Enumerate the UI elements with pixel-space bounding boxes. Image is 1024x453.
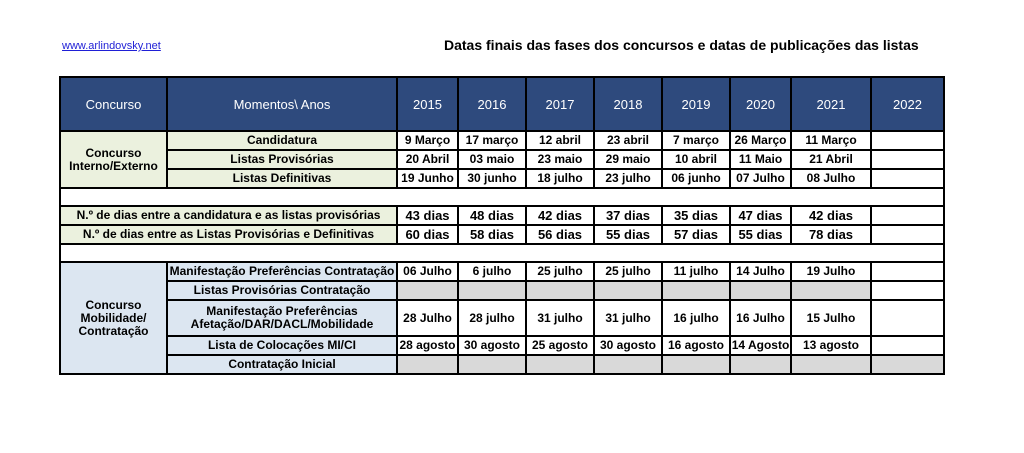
cell: 21 Abril [791,150,871,169]
cell [871,355,944,374]
header-year: 2020 [730,77,791,131]
cell: 20 Abril [397,150,458,169]
cell [871,169,944,188]
cell: 23 abril [594,131,662,150]
table-row [60,336,944,355]
header-year: 2017 [526,77,594,131]
row-label-line: Manifestação Preferências [206,304,358,318]
cell: 17 março [458,131,526,150]
table-row [60,225,944,244]
cell [791,355,871,374]
cell: 12 abril [526,131,594,150]
table-row [60,300,944,336]
header-year: 2019 [662,77,730,131]
cell: 58 dias [458,225,526,244]
row-label: Manifestação Preferências Contratação [167,262,397,281]
cell: 19 Junho [397,169,458,188]
cell: 56 dias [526,225,594,244]
cell [871,336,944,355]
cell: 16 agosto [662,336,730,355]
mobilidade-label [60,262,167,374]
interno-label [60,131,167,188]
cell: 30 agosto [458,336,526,355]
cell: 06 junho [662,169,730,188]
schedule-table [59,76,945,375]
row-label: N.º de dias entre as Listas Provisórias e Definitivas [60,225,397,244]
cell: 30 agosto [594,336,662,355]
cell: 16 julho [662,300,730,336]
row-label: Listas Provisórias Contratação [167,281,397,300]
cell: 57 dias [662,225,730,244]
cell: 42 dias [526,206,594,225]
table-row [60,131,944,150]
cell [594,355,662,374]
cell: 19 Julho [791,262,871,281]
cell: 28 agosto [397,336,458,355]
cell [458,355,526,374]
cell [730,355,791,374]
header-year: 2022 [871,77,944,131]
cell: 37 dias [594,206,662,225]
row-label: Contratação Inicial [167,355,397,374]
website-link[interactable]: www.arlindovsky.net [62,40,161,52]
cell: 31 julho [526,300,594,336]
cell: 25 julho [594,262,662,281]
cell [458,281,526,300]
row-label: N.º de dias entre a candidatura e as listas provisórias [60,206,397,225]
cell: 30 junho [458,169,526,188]
spacer-cell [60,244,944,262]
cell: 08 Julho [791,169,871,188]
row-label [167,300,397,336]
cell: 14 Julho [730,262,791,281]
header-year: 2021 [791,77,871,131]
cell [526,355,594,374]
cell: 26 Março [730,131,791,150]
cell [871,131,944,150]
cell: 55 dias [730,225,791,244]
cell: 42 dias [791,206,871,225]
table-row [60,355,944,374]
cell: 14 Agosto [730,336,791,355]
cell [871,281,944,300]
cell [662,355,730,374]
cell [871,150,944,169]
cell: 18 julho [526,169,594,188]
cell [397,355,458,374]
row-label: Lista de Colocações MI/CI [167,336,397,355]
cell [662,281,730,300]
cell: 28 julho [458,300,526,336]
mobilidade-label-line: Mobilidade/ [80,310,147,325]
cell: 43 dias [397,206,458,225]
row-label: Listas Definitivas [167,169,397,188]
cell: 11 julho [662,262,730,281]
header-year: 2016 [458,77,526,131]
cell: 11 Maio [730,150,791,169]
cell: 07 Julho [730,169,791,188]
cell: 29 maio [594,150,662,169]
cell: 6 julho [458,262,526,281]
cell: 25 julho [526,262,594,281]
cell: 31 julho [594,300,662,336]
cell [791,281,871,300]
cell: 7 março [662,131,730,150]
cell: 60 dias [397,225,458,244]
cell [871,225,944,244]
cell: 03 maio [458,150,526,169]
row-label: Listas Provisórias [167,150,397,169]
cell [397,281,458,300]
cell: 25 agosto [526,336,594,355]
cell: 15 Julho [791,300,871,336]
row-label: Candidatura [167,131,397,150]
cell: 48 dias [458,206,526,225]
row-label-line: Afetação/DAR/DACL/Mobilidade [190,317,374,331]
cell: 23 julho [594,169,662,188]
spacer-row [60,244,944,262]
header-year: 2018 [594,77,662,131]
header-year: 2015 [397,77,458,131]
cell: 35 dias [662,206,730,225]
page-title: Datas finais das fases dos concursos e datas de publicações das listas [444,37,919,53]
header-row [60,77,944,131]
header-concurso: Concurso [60,77,167,131]
header-momentos: Momentos\ Anos [167,77,397,131]
cell [594,281,662,300]
cell: 28 Julho [397,300,458,336]
cell [871,206,944,225]
cell [871,262,944,281]
cell: 10 abril [662,150,730,169]
interno-label-line: Concurso [85,145,142,160]
interno-label-line: Interno/Externo [69,158,158,173]
cell: 13 agosto [791,336,871,355]
mobilidade-label-line: Contratação [78,323,149,338]
cell: 11 Março [791,131,871,150]
cell [871,300,944,336]
cell: 47 dias [730,206,791,225]
spacer-cell [60,188,944,206]
spacer-row [60,188,944,206]
table-row [60,150,944,169]
cell [730,281,791,300]
cell: 06 Julho [397,262,458,281]
cell: 16 Julho [730,300,791,336]
cell: 23 maio [526,150,594,169]
cell: 9 Março [397,131,458,150]
cell [526,281,594,300]
table-row [60,206,944,225]
cell: 78 dias [791,225,871,244]
table-row [60,281,944,300]
cell: 55 dias [594,225,662,244]
table-row [60,262,944,281]
mobilidade-label-line: Concurso [85,297,142,312]
table-row [60,169,944,188]
